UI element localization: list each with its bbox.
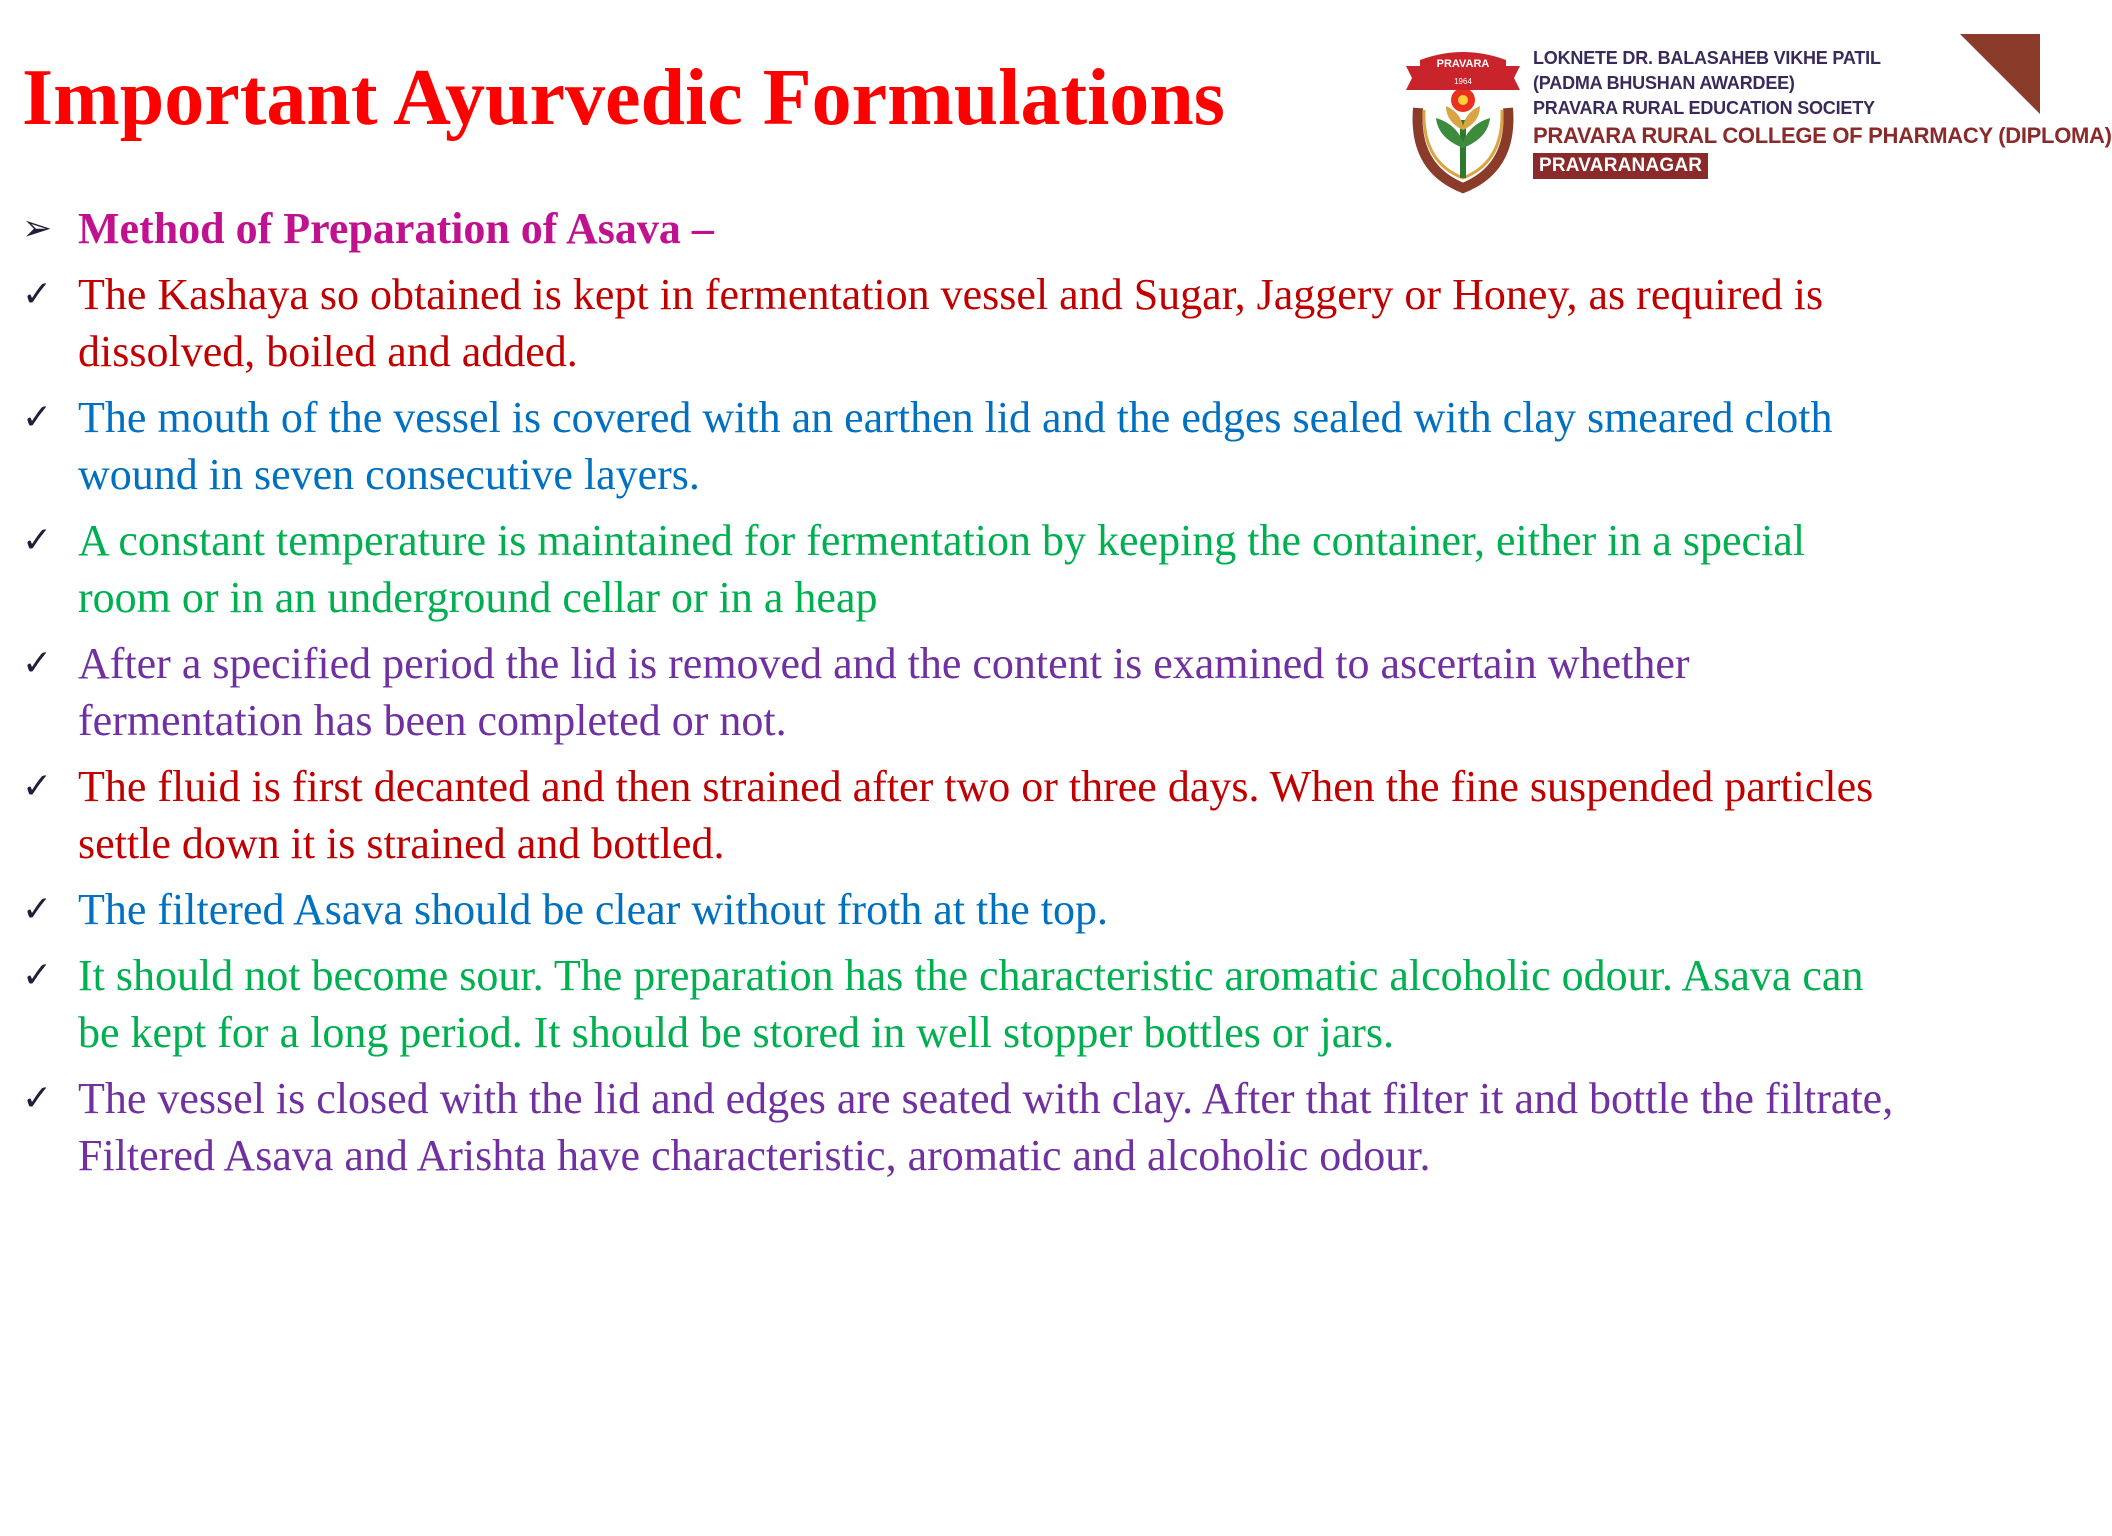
list-item-text: [78, 512, 2038, 626]
list-item-text: [78, 389, 2038, 503]
list-item-text: [78, 1070, 2038, 1184]
slide-title: Important Ayurvedic Formulations: [22, 54, 1225, 142]
checkmark-icon: ✓: [22, 766, 53, 807]
list-item-line: A constant temperature is maintained for fermentation by keeping the container, either in a special: [78, 516, 1806, 565]
arrow-bullet-icon: ➢: [22, 208, 53, 249]
section-heading-text: Method of Preparation of Asava –: [78, 204, 714, 253]
checkmark-icon: ✓: [22, 1078, 53, 1119]
list-item-line: room or in an underground cellar or in a heap: [78, 573, 878, 622]
checkmark-icon: ✓: [22, 397, 53, 438]
checkmark-icon: ✓: [22, 955, 53, 996]
logo-place-badge: PRAVARANAGAR: [1533, 153, 1708, 179]
list-item-text: [78, 758, 2038, 872]
checkmark-icon: ✓: [22, 889, 53, 930]
list-item-line: wound in seven consecutive layers.: [78, 450, 700, 499]
checkmark-icon: ✓: [22, 643, 53, 684]
list-item-line: The Kashaya so obtained is kept in fermentation vessel and Sugar, Jaggery or Honey, as required is: [78, 270, 1824, 319]
list-item-line: The vessel is closed with the lid and edges are seated with clay. After that filter it and bottle the filtrate,: [78, 1074, 1894, 1123]
list-item-line: The fluid is first decanted and then strained after two or three days. When the fine suspended particles: [78, 762, 1874, 811]
list-item-line: It should not become sour. The preparation has the characteristic aromatic alcoholic odour. Asava can: [78, 951, 1864, 1000]
logo-line-award: (PADMA BHUSHAN AWARDEE): [1533, 73, 1795, 93]
emblem-year: 1964: [1454, 77, 1472, 86]
list-item-text: [78, 266, 2038, 380]
emblem-text-layer: [1398, 38, 1528, 98]
list-item-text: [78, 947, 2038, 1061]
logo-line-founder: LOKNETE DR. BALASAHEB VIKHE PATIL: [1533, 48, 1881, 68]
checkmark-icon: ✓: [22, 520, 53, 561]
list-item-line: be kept for a long period. It should be stored in well stopper bottles or jars.: [78, 1008, 1395, 1057]
logo-college-name: PRAVARA RURAL COLLEGE OF PHARMACY (DIPLOMA): [1533, 123, 2112, 148]
list-item-line: The mouth of the vessel is covered with an earthen lid and the edges sealed with clay smeared cloth: [78, 393, 1833, 442]
emblem-label: PRAVARA: [1436, 58, 1490, 70]
college-logo: [1390, 34, 2112, 204]
logo-text-block: [1533, 46, 2112, 179]
list-item-text: [78, 881, 2038, 938]
list-item-line: After a specified period the lid is removed and the content is examined to ascertain whether: [78, 639, 1690, 688]
list-item-line: The filtered Asava should be clear without froth at the top.: [78, 885, 1109, 934]
checkmark-icon: ✓: [22, 274, 53, 315]
list-item-line: Filtered Asava and Arishta have characteristic, aromatic and alcoholic odour.: [78, 1131, 1431, 1180]
list-item-line: dissolved, boiled and added.: [78, 327, 578, 376]
list-item-line: fermentation has been completed or not.: [78, 696, 787, 745]
list-item-line: settle down it is strained and bottled.: [78, 819, 725, 868]
list-item-text: [78, 635, 2038, 749]
logo-line-society: PRAVARA RURAL EDUCATION SOCIETY: [1533, 98, 1875, 118]
